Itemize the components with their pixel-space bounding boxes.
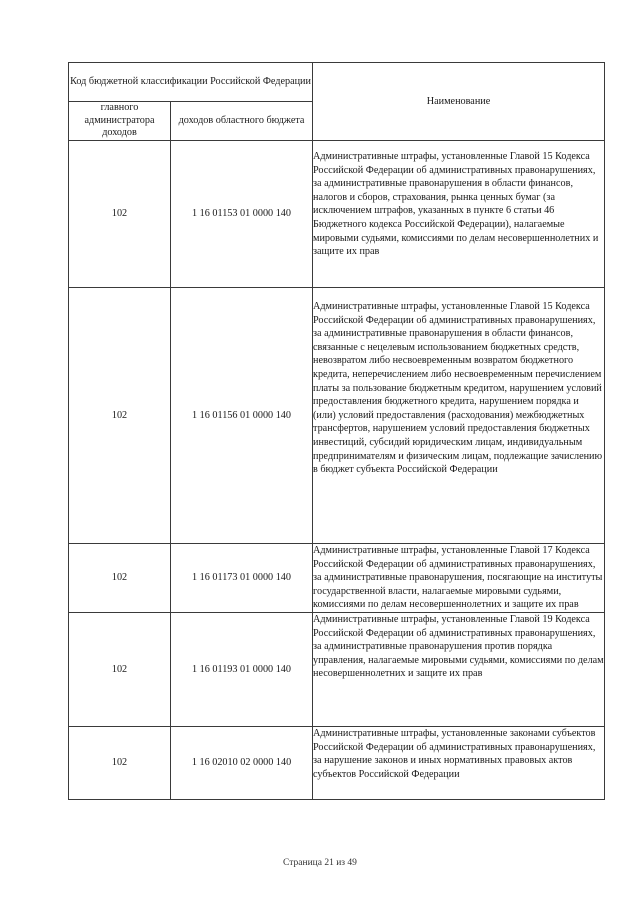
name-cell: Административные штрафы, установленные Главой 15 Кодекса Российской Федерации об административных правонарушениях, за административные правонарушения в области финансов, связанные с нецелевым использованием бюджетных средств, невозвратом либо несвоевременным возвратом бюджетного кредита, неперечислением либо несвоевременным перечислением платы за пользование бюджетным кредитом, нарушением условий предоставления бюджетного кредита, нарушением порядка и (или) условий предоставления (расходования) межбюджетных трансфертов, нарушением условий предоставления бюджетных инвестиций, субсидий юридическим лицам, индивидуальным предпринимателям и физическим лицам, подлежащие зачислению в бюджет субъекта Российской Федерации	[313, 288, 605, 544]
header-code-group: Код бюджетной классификации Российской Федерации	[69, 63, 313, 102]
table-row	[69, 612, 605, 726]
admin-code-cell: 102	[69, 726, 171, 799]
budget-classification-table	[68, 62, 605, 800]
table-header-row	[69, 63, 605, 102]
table-row	[69, 288, 605, 544]
header-admin: главного администратора доходов	[69, 102, 171, 141]
income-code-cell: 1 16 01173 01 0000 140	[171, 544, 313, 613]
name-cell: Административные штрафы, установленные Главой 15 Кодекса Российской Федерации об административных правонарушениях, за административные правонарушения в области финансов, налогов и сборов, страхования, рынка ценных бумаг (за исключением штрафов, указанных в пункте 6 статьи 46 Бюджетного кодекса Российской Федерации), налагаемые мировыми судьями, комиссиями по делам несовершеннолетних и защите их прав	[313, 141, 605, 288]
header-income: доходов областного бюджета	[171, 102, 313, 141]
admin-code-cell: 102	[69, 288, 171, 544]
admin-code-cell: 102	[69, 141, 171, 288]
table-row	[69, 544, 605, 613]
income-code-cell: 1 16 01156 01 0000 140	[171, 288, 313, 544]
admin-code-cell: 102	[69, 544, 171, 613]
table-row	[69, 726, 605, 799]
name-cell: Административные штрафы, установленные законами субъектов Российской Федерации об административных правонарушениях, за нарушение законов и иных нормативных правовых актов субъектов Российской Федерации	[313, 726, 605, 799]
name-cell: Административные штрафы, установленные Главой 19 Кодекса Российской Федерации об административных правонарушениях, за административные правонарушения против порядка управления, налагаемые мировыми судьями, комиссиями по делам несовершеннолетних и защите их прав	[313, 612, 605, 726]
admin-code-cell: 102	[69, 612, 171, 726]
header-name: Наименование	[313, 63, 605, 141]
name-cell: Административные штрафы, установленные Главой 17 Кодекса Российской Федерации об административных правонарушениях, за административные правонарушения, посягающие на институты государственной власти, налагаемые мировыми судьями, комиссиями по делам несовершеннолетних и защите их прав	[313, 544, 605, 613]
page-number: Страница 21 из 49	[283, 858, 357, 868]
income-code-cell: 1 16 01153 01 0000 140	[171, 141, 313, 288]
income-code-cell: 1 16 01193 01 0000 140	[171, 612, 313, 726]
income-code-cell: 1 16 02010 02 0000 140	[171, 726, 313, 799]
table-row	[69, 141, 605, 288]
